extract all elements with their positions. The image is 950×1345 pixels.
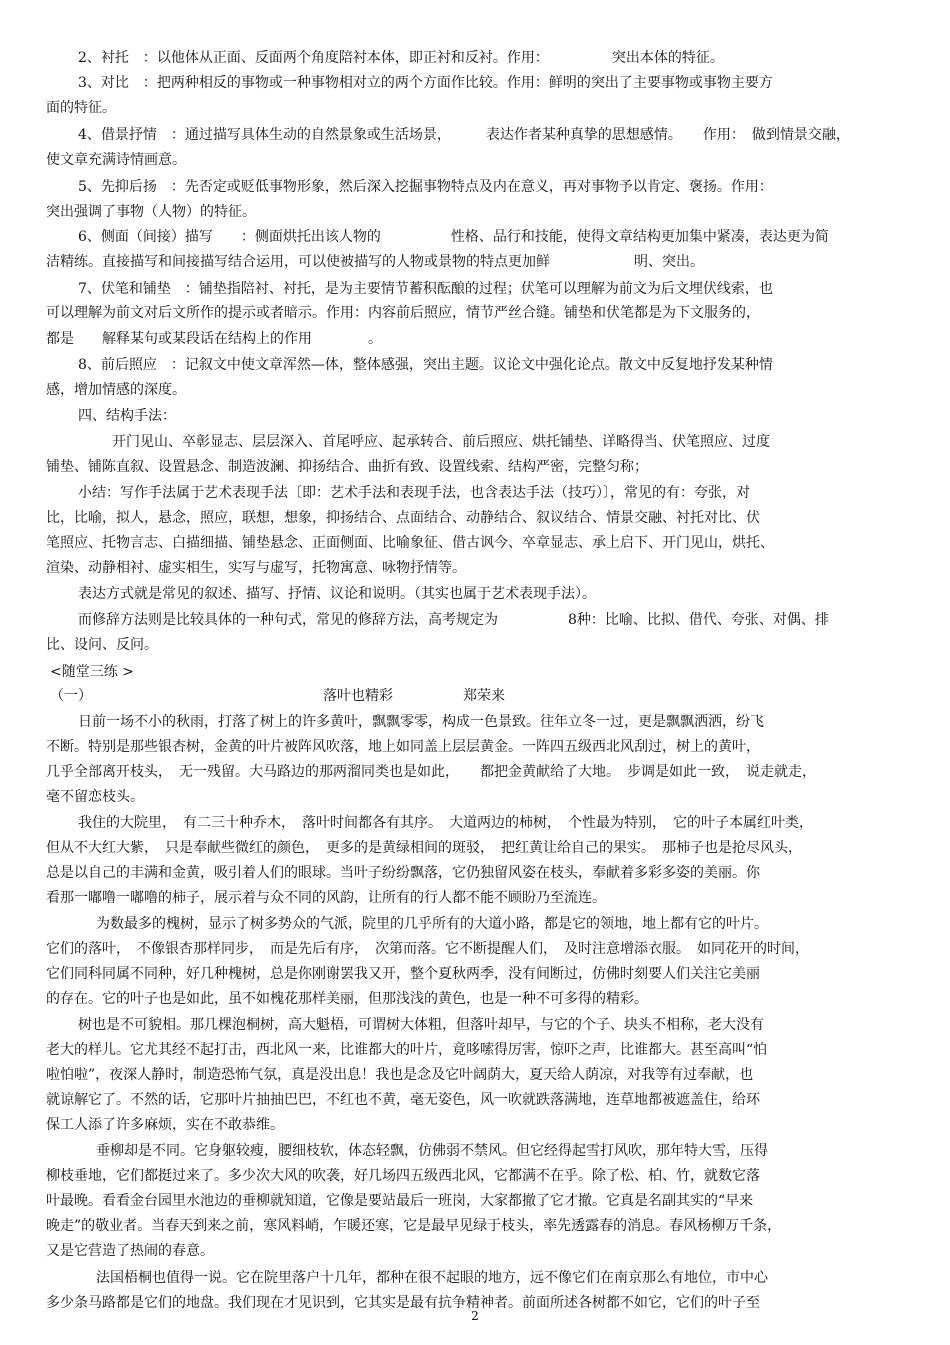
text-line: 洁精练。直接描写和间接描写结合运用，可以使被描写的人物或景物的特点更加鲜 明、突出。 — [46, 254, 704, 270]
text-line: 保工人添了许多麻烦，实在不敢恭维。 — [46, 1117, 284, 1133]
text-line: 比、设问、反问。 — [46, 637, 158, 653]
text-line: 铺垫、铺陈直叙、设置悬念、制造波澜、抑扬结合、曲折有致、设置线索、结构严密，完整匀称； — [46, 459, 648, 475]
text-line: 都是 解释某句或某段话在结构上的作用 。 — [46, 331, 382, 347]
text-line: 表达方式就是常见的叙述、描写、抒情、议论和说明。（其实也属于艺术表现手法）。 — [78, 586, 596, 602]
text-line: 感，增加情感的深度。 — [46, 382, 186, 398]
text-line: 就谅解它了。不然的话，它那叶片抽抽巴巴，不红也不黄，毫无姿色，风一吹就跌落满地，连草地都被遮盖住，给环 — [46, 1092, 760, 1108]
text-line: 可以理解为前文对后文所作的提示或者暗示。作用：内容前后照应，情节严丝合缝。铺垫和伏笔都是为下文服务的， — [46, 305, 760, 321]
text-line: 的存在。它的叶子也是如此，虽不如槐花那样美丽，但那浅浅的黄色，也是一种不可多得的精彩。 — [46, 991, 648, 1007]
text-line: 叶最晚。看看金台园里水池边的垂柳就知道，它像是要站最后一班岗，大家都撤了它才撤。它真是名副其实的“早来 — [46, 1193, 754, 1209]
article-title-line: （一） 落叶也精彩 郑荣来 — [50, 688, 505, 704]
text-line: 晚走”的敬业者。当春天到来之前，寒风料峭，乍暖还寒，它是最早见绿于枝头，率先透露春的消息。春风杨柳万千条， — [46, 1218, 782, 1234]
text-line: 4、借景抒情 ：通过描写具体生动的自然景象或生活场景， 表达作者某种真挚的思想感情。 作用： 做到情景交融， — [78, 127, 850, 143]
text-line: 8、前后照应 ：记叙文中使文章浑然—体，整体感强，突出主题。议论文中强化论点。散文中反复地抒发某种情 — [78, 357, 773, 373]
text-line: 5、先抑后扬 ：先否定或贬低事物形象，然后深入挖掘事物特点及内在意义，再对事物予以肯定、褒扬。作用： — [78, 179, 773, 195]
text-line: 总是以自己的丰满和金黄，吸引着人们的眼球。当叶子纷纷飘落，它仍独留风姿在枝头，奉献着多彩多姿的美丽。你 — [46, 865, 760, 881]
text-line: 它们的落叶， 不像银杏那样同步， 而是先后有序， 次第而落。它不断提醒人们， 及时注意增添衣服。 如同花开的时间， — [46, 941, 809, 957]
section-heading: 四、结构手法： — [78, 408, 176, 424]
text-line: 不断。特别是那些银杏树，金黄的叶片被阵风吹落，地上如同盖上层层黄金。一阵四五级西北风刮过，树上的黄叶， — [46, 739, 760, 755]
text-line: 3、对比 ：把两种相反的事物或一种事物相对立的两个方面作比较。作用：鲜明的突出了主要事物或事物主要方 — [78, 75, 773, 91]
text-line: 小结：写作手法属于艺术表现手法〔即：艺术手法和表现手法，也含表达手法（技巧）〕，常见的有：夸张，对 — [78, 485, 750, 501]
text-line: 7、伏笔和铺垫 ：铺垫指陪衬、衬托，是为主要情节蓄积酝酿的过程；伏笔可以理解为前文为后文埋伏线索，也 — [78, 281, 773, 297]
text-line: 几乎全部离开枝头， 无一残留。大马路边的那两溜同类也是如此， 都把金黄献给了大地。 步调是如此一致， 说走就走， — [46, 764, 816, 780]
text-line: 6、侧面（间接）描写 ：侧面烘托出该人物的 性格、品行和技能，使得文章结构更加集中紧凑，表达更为简 — [78, 229, 829, 245]
text-line: 柳枝垂地，它们都挺过来了。多少次大风的吹袭，好几场四五级西北风，它都满不在乎。除了松、柏、竹，就数它落 — [46, 1168, 760, 1184]
exercise-heading: <随堂三练 > — [50, 664, 134, 680]
text-line: 突出强调了事物（人物）的特征。 — [46, 204, 256, 220]
text-line: 笔照应、托物言志、白描细描、铺垫悬念、正面侧面、比喻象征、借古讽今、卒章显志、承上启下、开门见山，烘托、 — [46, 535, 774, 551]
text-line: 我住的大院里， 有二三十种乔木， 落叶时间都各有其序。 大道两边的柿树， 个性最为特别， 它的叶子本属红叶类， — [78, 815, 813, 831]
text-line: 啦怕啦”，夜深人静时，制造恐怖气氛，真是没出息！我也是念及它叶阔荫大，夏天给人荫凉，对我等有过奉献，也 — [46, 1067, 754, 1083]
text-line: 比，比喻，拟人，悬念，照应，联想，想象，抑扬结合、点面结合、动静结合、叙议结合、情景交融、衬托对比、伏 — [46, 510, 760, 526]
text-line: 多少条马路都是它们的地盘。我们现在才见识到，它其实是最有抗争精神者。前面所述各树都不如它，它们的叶子至 — [46, 1295, 760, 1311]
text-line: 垂柳却是不同。它身躯较瘦，腰细枝软，体态轻飘，仿佛弱不禁风。但它经得起雪打风吹，那年特大雪，压得 — [96, 1143, 768, 1159]
text-line: 使文章充满诗情画意。 — [46, 152, 186, 168]
text-line: 看那一嘟噜一嘟噜的柿子，展示着与众不同的风韵，让所有的行人都不能不顾盼乃至流连。 — [46, 890, 606, 906]
text-line: 开门见山、卒彰显志、层层深入、首尾呼应、起承转合、前后照应、烘托铺垫、详略得当、伏笔照应、过度 — [112, 434, 770, 450]
text-line: 毫不留恋枝头。 — [46, 789, 144, 805]
text-line: 为数最多的槐树，显示了树多势众的气派，院里的几乎所有的大道小路，都是它的领地，地上都有它的叶片。 — [96, 916, 768, 932]
text-line: 2、衬托 ：以他体从正面、反面两个角度陪衬本体，即正衬和反衬。作用： 突出本体的特征。 — [78, 50, 724, 66]
text-line: 但从不大红大紫， 只是奉献些微红的颜色， 更多的是黄绿相间的斑驳， 把红黄让给自己的果实。 那柿子也是抢尽风头， — [46, 840, 802, 856]
text-line: 树也是不可貌相。那几棵泡桐树，高大魁梧，可谓树大体粗，但落叶却早，与它的个子、块头不相称，老大没有 — [78, 1017, 764, 1033]
text-line: 老大的样儿。它尤其经不起打击，西北风一来，比谁都大的叶片，竟哆嗦得厉害，惊吓之声，比谁都大。甚至高叫“怕 — [46, 1042, 768, 1058]
text-line: 渲染、动静相衬、虚实相生，实写与虚写，托物寓意、咏物抒情等。 — [46, 560, 466, 576]
page-number: 2 — [471, 1309, 479, 1323]
text-line: 又是它营造了热闹的春意。 — [46, 1243, 214, 1259]
text-line: 日前一场不小的秋雨，打落了树上的许多黄叶，飘飘零零，构成一色景致。往年立冬一过，更是飘飘洒洒，纷飞 — [78, 714, 764, 730]
text-line: 而修辞方法则是比较具体的一种句式，常见的修辞方法，高考规定为 8种：比喻、比拟、借代、夸张、对偶、排 — [78, 612, 829, 628]
text-line: 它们同科同属不同种，好几种槐树，总是你刚谢罢我又开，整个夏秋两季，没有间断过，仿佛时刻要人们关注它美丽 — [46, 966, 760, 982]
text-line: 面的特征。 — [46, 100, 116, 116]
text-line: 法国梧桐也值得一说。它在院里落户十几年，都种在很不起眼的地方，远不像它们在南京那么有地位，市中心 — [96, 1270, 768, 1286]
